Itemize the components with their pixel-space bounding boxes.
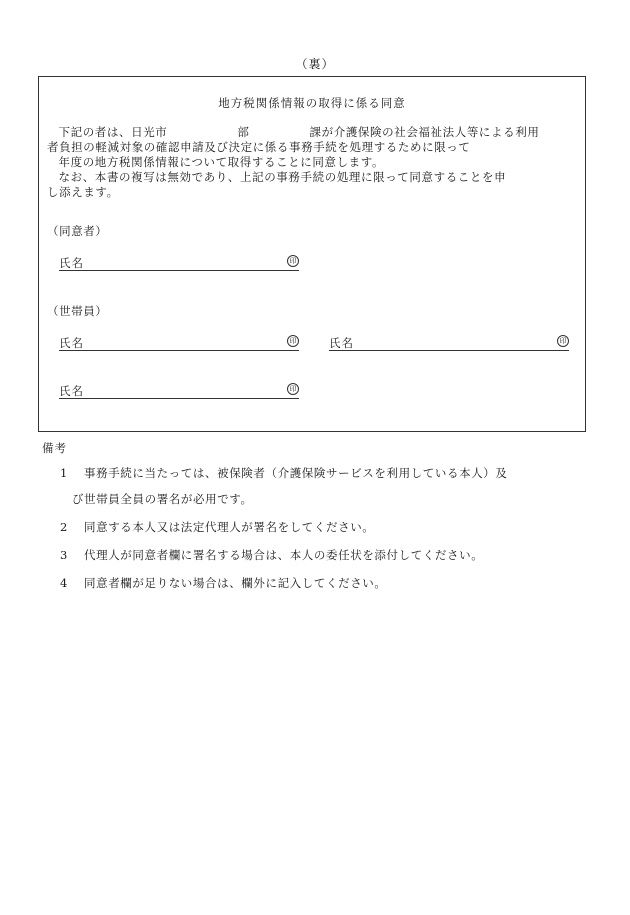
household-label: （世帯員） [47,304,108,318]
consent-title: 地方税関係情報の取得に係る同意 [218,96,406,110]
seal-icon: 印 [287,383,299,395]
household-name-label-2: 氏名 [329,336,354,350]
remark-item-1-cont: び世帯員全員の署名が必用です。 [72,492,253,506]
seal-icon: 印 [557,335,569,347]
household-name-label-3: 氏名 [59,384,84,398]
remark-item-4 [60,570,588,596]
body-line1-a: 下記の者は、日光市 [58,125,168,139]
remark-text: 同意する本人又は法定代理人が署名をしてください。 [84,520,375,534]
remark-item-1 [60,460,588,486]
household-name-label-1: 氏名 [59,336,84,350]
body-line5: し添えます。 [47,185,119,199]
seal-icon: 印 [287,335,299,347]
remark-text: 事務手続に当たっては、被保険者（介護保険サービスを利用している本人）及 [84,466,508,480]
body-line2: 者負担の軽減対象の確認申請及び決定に係る事務手続を処理するために限って [47,140,471,154]
body-line1-c: 課が介護保険の社会福祉法人等による利用 [309,125,540,139]
remark-num: 3 [60,548,68,562]
consent-body [47,125,583,200]
remark-num: 2 [60,520,68,534]
remark-text: 同意者欄が足りない場合は、欄外に記入してください。 [84,576,387,590]
page-label: （裏） [295,57,335,71]
consenter-label: （同意者） [47,224,108,238]
body-line3: 年度の地方税関係情報について取得することに同意します。 [58,155,385,169]
remark-item-3 [60,542,588,568]
remark-num: 4 [60,576,68,590]
household-signature-line-1[interactable] [59,335,299,351]
body-line1-b: 部 [237,125,250,139]
remark-num: 1 [60,466,68,480]
consent-box [38,76,586,432]
remark-text: 代理人が同意者欄に署名する場合は、本人の委任状を添付してください。 [84,548,484,562]
household-signature-line-3[interactable] [59,383,299,399]
household-signature-line-2[interactable] [329,335,569,351]
consenter-signature-line[interactable] [59,255,299,271]
consenter-name-label: 氏名 [59,256,84,270]
remark-item-2 [60,514,588,540]
remarks-heading: 備考 [42,441,67,455]
body-line4: なお、本書の複写は無効であり、上記の事務手続の処理に限って同意することを申 [58,170,507,184]
seal-icon: 印 [287,255,299,267]
